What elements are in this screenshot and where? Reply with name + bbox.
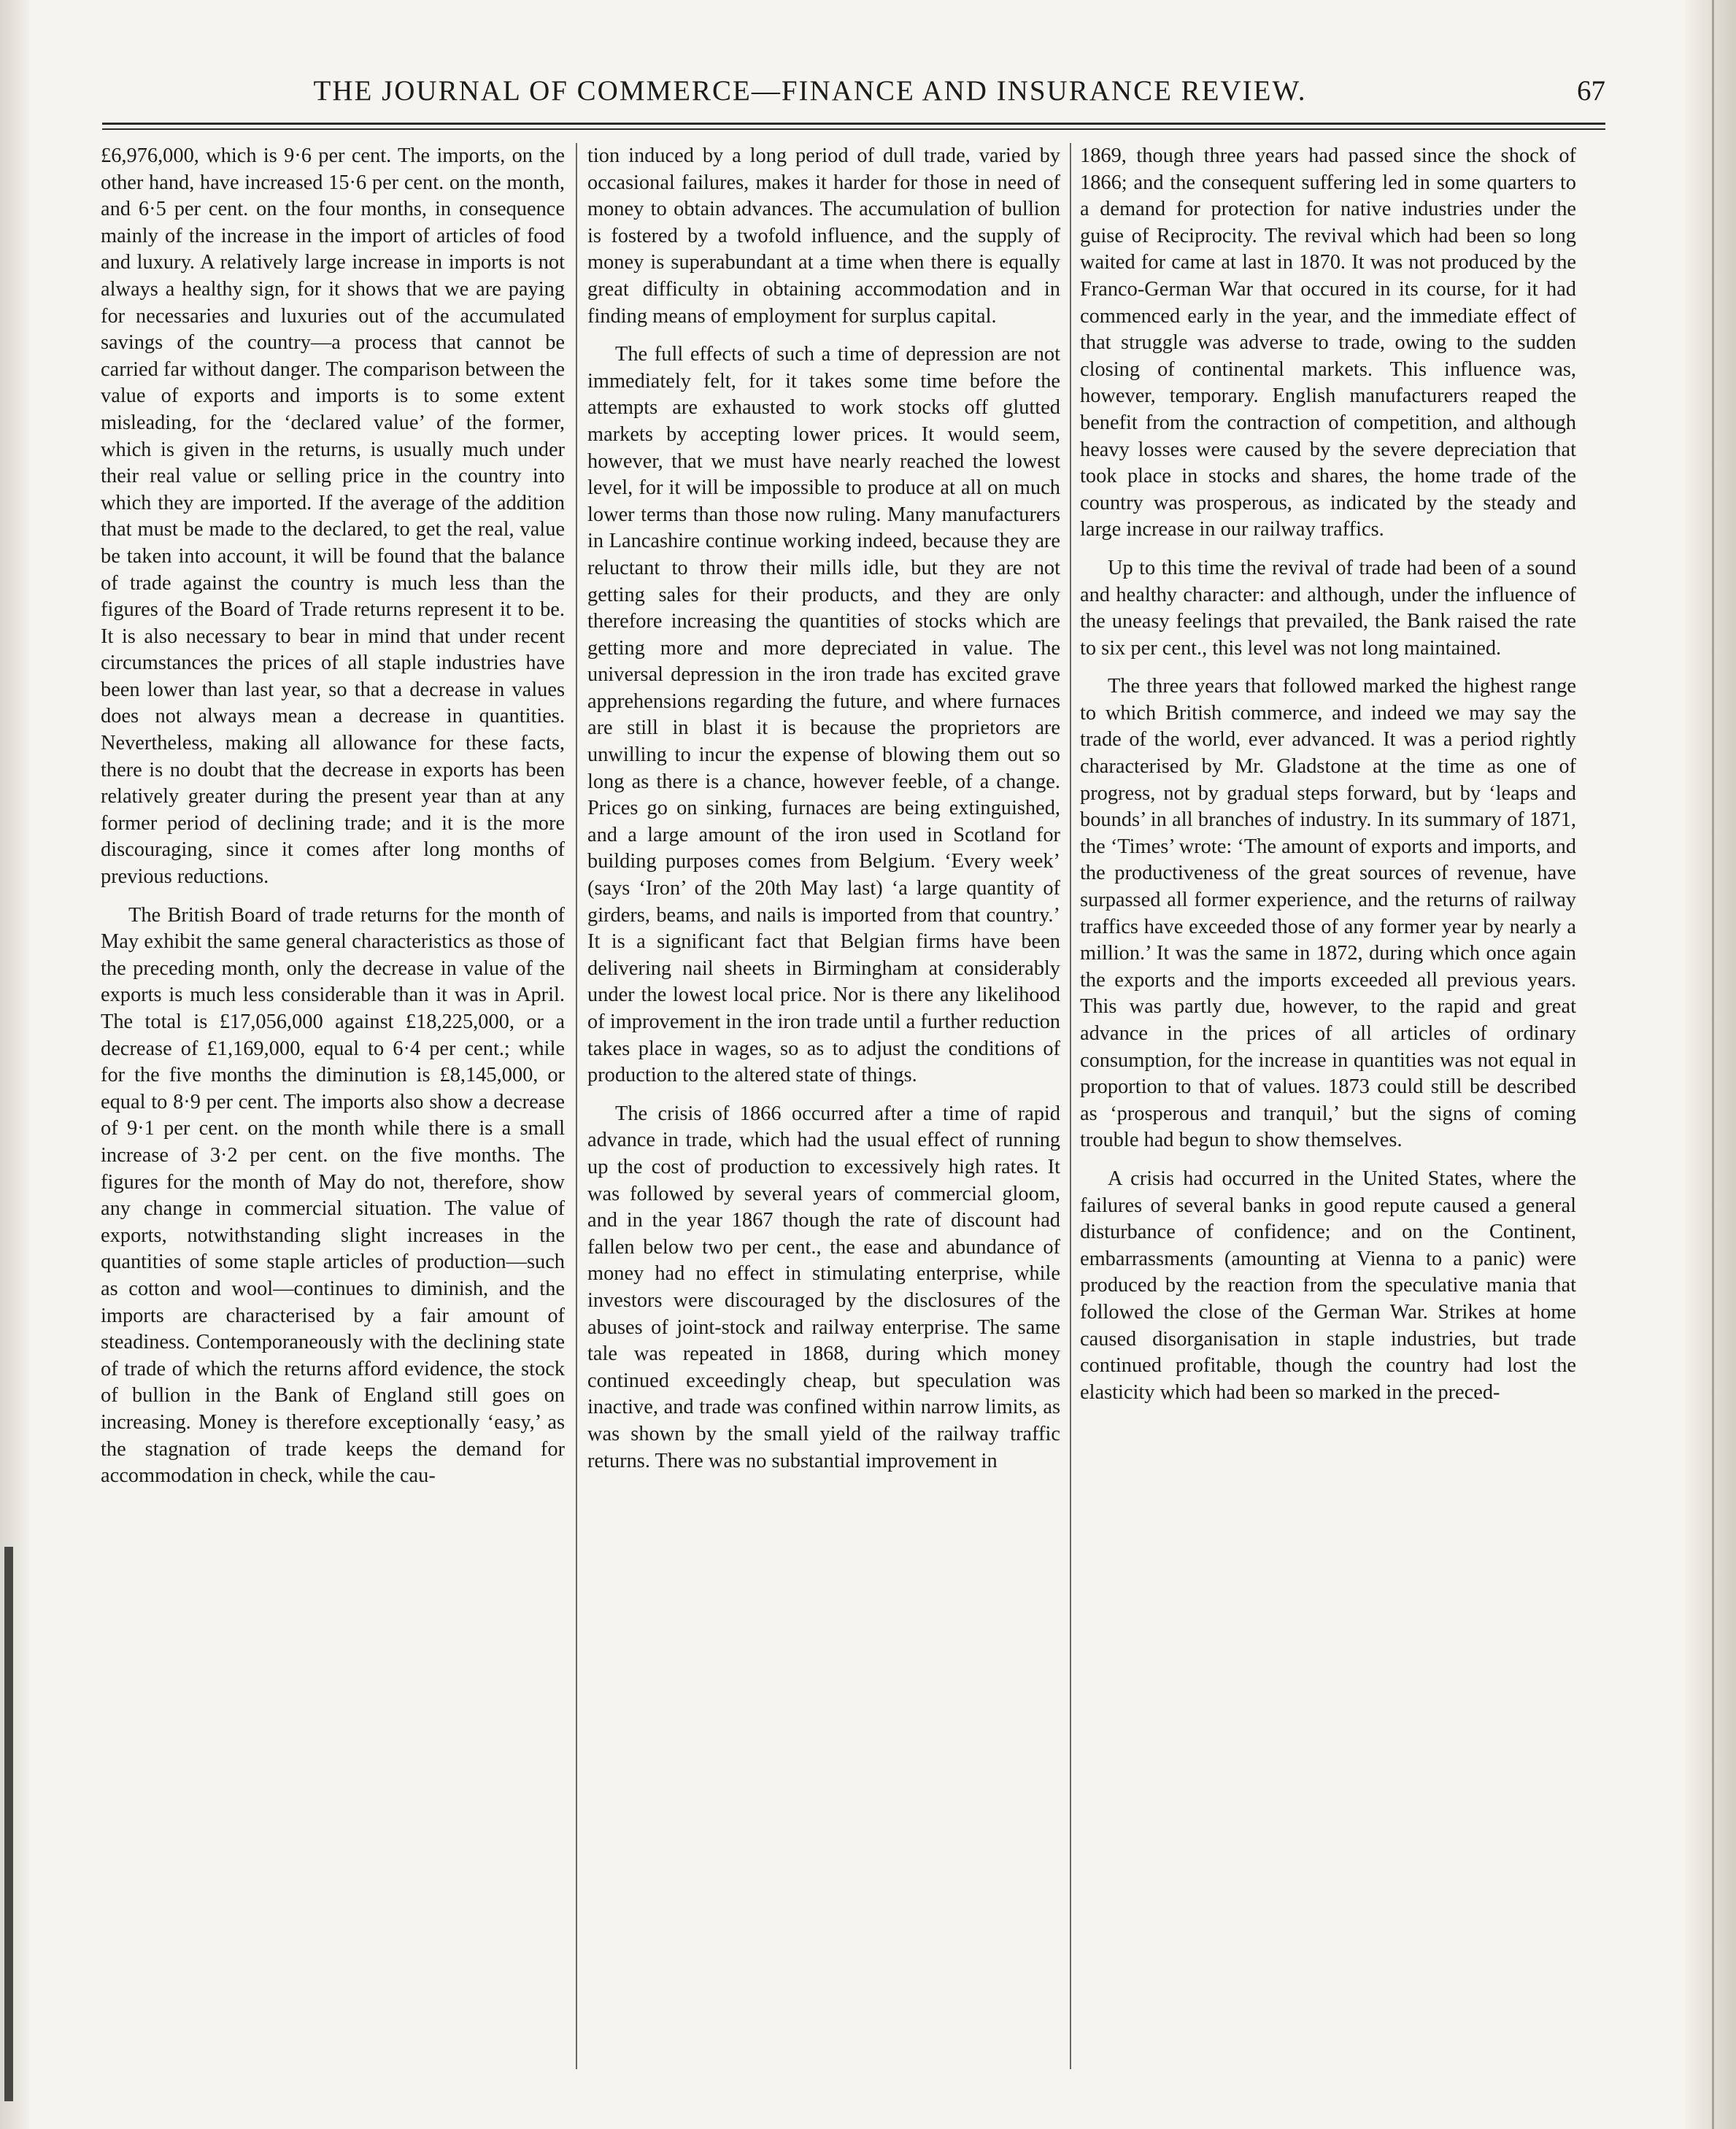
header-rule-thick xyxy=(102,123,1605,125)
page-right-edge xyxy=(1685,0,1736,2129)
page-number: 67 xyxy=(1577,75,1605,107)
column-divider xyxy=(576,143,577,2069)
running-head: THE JOURNAL OF COMMERCE—FINANCE AND INSURANCE REVIEW. xyxy=(313,75,1307,107)
paragraph: tion induced by a long period of dull trade, varied by occasional failures, makes it harder for those in need of money to obtain advances. The accumulation of bullion is fostered by a twofold influence, and the supply of money is superabundant at a time when there is equally great difficulty in obtaining accommodation and in finding means of employment for surplus capital. xyxy=(587,144,1060,328)
paragraph: The full effects of such a time of depression are not immediately felt, for it takes some time before the attempts are exhausted to work stocks off glutted markets by accepting lower prices. It would seem, however, that we must have nearly reached the lowest level, for it will be impossible to produce at all on much lower terms than those now ruling. Many manufacturers in Lancashire continue working indeed, because they are reluctant to throw their mills idle, but they are not getting sales for their products, and they are only therefore increasing the quantities of stocks which are getting more and more depreciated in value. The universal depression in the iron trade has excited grave apprehensions regarding the future, and where furnaces are still in blast it is because the proprietors are unwilling to incur the expense of blowing them out so long as there is a chance, however feeble, of a change. Prices go on sinking, furnaces are being extinguished, and a large amount of the iron used in Scotland for building purposes comes from Belgium. ‘Every week’ (says ‘Iron’ of the 20th May last) ‘a large quantity of girders, beams, and nails is imported from that country.’ It is a significant fact that Belgian firms have been delivering nail sheets in Birmingham at considerably under the lowest local price. Nor is there any likelihood of improvement in the iron trade until a further reduction takes place in wages, so as to adjust the conditions of production to the altered state of things. xyxy=(587,343,1060,1087)
paragraph: The crisis of 1866 occurred after a time of rapid advance in trade, which had the usual effect of running up the cost of production to excessively high rates. It was followed by several years of commercial gloom, and in the year 1867 though the rate of discount had fallen below two per cent., the ease and abundance of money had no effect in stimulating enterprise, while investors were discouraged by the disclosures of the abuses of joint-stock and railway enterprise. The same tale was repeated in 1868, during which money continued exceedingly cheap, but speculation was inactive, and trade was confined within narrow limits, as was shown by the small yield of the railway traffic returns. There was no substantial improvement in xyxy=(587,1102,1060,1472)
paragraph: The three years that followed marked the highest range to which British commerce, and indeed we may say the trade of the world, ever advanced. It was a period rightly characterised by Mr. Gladstone at the time as one of progress, not by gradual steps forward, but by ‘leaps and bounds’ in all branches of industry. In its summary of 1871, the ‘Times’ wrote: ‘The amount of exports and imports, and the productiveness of the great sources of revenue, have surpassed all former experience, and the returns of railway traffics have exceeded those of any former year by nearly a million.’ It was the same in 1872, during which once again the exports and the imports exceeded all previous years. This was partly due, however, to the rapid and great advance in the prices of all articles of ordinary consumption, for the increase in quantities was not equal in proportion to that of values. 1873 could still be described as ‘prosperous and tranquil,’ but the signs of coming trouble had begun to show themselves. xyxy=(1080,675,1576,1152)
binding-shadow xyxy=(4,1547,13,2101)
paragraph: Up to this time the revival of trade had been of a sound and healthy character: and although, under the influence of the uneasy feelings that prevailed, the Bank raised the rate to six per cent., this level was not long maintained. xyxy=(1080,556,1576,660)
column-divider xyxy=(1070,143,1071,2069)
text-column-1 xyxy=(101,143,565,2084)
text-column-2 xyxy=(587,143,1060,2084)
header-rule-thin xyxy=(102,128,1605,130)
page-header xyxy=(102,74,1605,115)
paragraph: A crisis had occurred in the United States, where the failures of several banks in good repute caused a general disturbance of confidence; and on the Continent, embarrassments (amounting at Vienna to a panic) were produced by the reaction from the speculative mania that followed the close of the German War. Strikes at home caused disorganisation in staple industries, but trade continued profitable, though the country had lost the elasticity which had been so marked in the preced- xyxy=(1080,1167,1576,1404)
page-edge-line xyxy=(1712,0,1714,2129)
paragraph: The British Board of trade returns for the month of May exhibit the same general characteristics as those of the preceding month, only the decrease in value of the exports is much less considerable than it was in April. The total is £17,056,000 against £18,225,000, or a decrease of £1,169,000, equal to 6·4 per cent.; while for the five months the diminution is £8,145,000, or equal to 8·9 per cent. The imports also show a decrease of 9·1 per cent. on the month while there is a small increase of 3·2 per cent. on the five months. The figures for the month of May do not, therefore, show any change in commercial situation. The value of exports, notwithstanding slight increases in the quantities of some staple articles of production—such as cotton and wool—continues to diminish, and the imports are characterised by a fair amount of steadiness. Contemporaneously with the declining state of trade of which the returns afford evidence, the stock of bullion in the Bank of England still goes on increasing. Money is therefore exceptionally ‘easy,’ as the stagnation of trade keeps the demand for accommodation in check, while the cau- xyxy=(101,903,565,1488)
paragraph: 1869, though three years had passed since the shock of 1866; and the consequent suffering led in some quarters to a demand for protection for native industries under the guise of Reciprocity. The revival which had been so long waited for came at last in 1870. It was not produced by the Franco-German War that occured in its course, for it had commenced early in the year, and the immediate effect of that struggle was adverse to trade, owing to the sudden closing of continental markets. This influence was, however, temporary. English manufacturers reaped the benefit from the contraction of competition, and although heavy losses were caused by the severe depreciation that took place in stocks and shares, the home trade of the country was prosperous, as indicated by the steady and large increase in our railway traffics. xyxy=(1080,144,1576,541)
text-column-3 xyxy=(1080,143,1576,2084)
paragraph: £6,976,000, which is 9·6 per cent. The imports, on the other hand, have increased 15·6 per cent. on the month, and 6·5 per cent. on the four months, in consequence mainly of the increase in the import of articles of food and luxury. A relatively large increase in imports is not always a healthy sign, for it shows that we are paying for necessaries and luxuries out of the accumulated savings of the country—a process that cannot be carried far without danger. The comparison between the value of exports and imports is to some extent misleading, for the ‘declared value’ of the former, which is given in the returns, is usually much under their real value or selling price in the country into which they are imported. If the average of the addition that must be made to the declared, to get the real, value be taken into account, it will be found that the balance of trade against the country is much less than the figures of the Board of Trade returns represent it to be. It is also necessary to bear in mind that under recent circumstances the prices of all staple industries have been lower than last year, so that a decrease in values does not always mean a decrease in quantities. Nevertheless, making all allowance for these facts, there is no doubt that the decrease in exports has been relatively greater during the present year than at any former period of declining trade; and it is the more discouraging, since it comes after long months of previous reductions. xyxy=(101,144,565,889)
